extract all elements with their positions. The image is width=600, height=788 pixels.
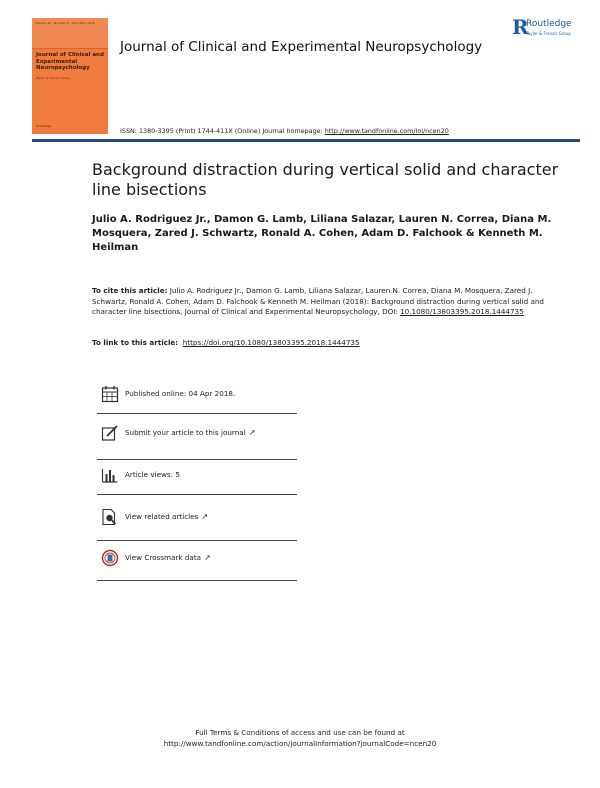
cover-footer: Routledge bbox=[36, 124, 52, 128]
footer-terms-link[interactable]: http://www.tandfonline.com/action/journalInformation?journalCode=ncen20 bbox=[163, 739, 437, 748]
citation-text: Julio A. Rodriguez Jr., Damon G. Lamb, Liliana Salazar, Lauren N. Correa, Diana M. Mosquera, Zared J. Schwartz, Ronald A. Cohen, Adam D. Falchook & Kenneth M. Heilman (2018): Background distraction during vertical solid and character line bisections, Journal of Clinical and Experimental Neuropsychology, DOI: bbox=[92, 286, 544, 316]
info-divider bbox=[97, 540, 297, 541]
header-divider bbox=[32, 139, 580, 142]
related-articles-link[interactable]: View related articles ↗ bbox=[125, 512, 209, 521]
article-title: Background distraction during vertical solid and character line bisections bbox=[92, 160, 559, 199]
related-articles-row[interactable] bbox=[97, 508, 297, 544]
publisher-name: Routledge bbox=[526, 19, 572, 29]
article-doi-link[interactable]: https://doi.org/10.1080/13803395.2018.1444735 bbox=[182, 338, 360, 347]
published-online-row bbox=[97, 385, 297, 421]
cover-subtitle: Taylor & Francis Group bbox=[36, 76, 70, 80]
citation-label: To cite this article: bbox=[92, 286, 168, 295]
publisher-logo bbox=[512, 17, 590, 45]
article-link-label: To link to this article: bbox=[92, 338, 179, 347]
info-divider bbox=[97, 459, 297, 460]
edit-icon bbox=[101, 424, 119, 442]
article-views-text: Article views: 5 bbox=[125, 470, 180, 479]
publisher-tagline: Taylor & Francis Group bbox=[526, 31, 571, 36]
published-online-text: Published online: 04 Apr 2018. bbox=[125, 389, 236, 398]
external-link-icon: ↗ bbox=[204, 553, 211, 562]
cover-top-band bbox=[32, 18, 108, 49]
external-link-icon: ↗ bbox=[201, 512, 209, 521]
cover-issn: Volume 40 · Number 4 · April–May 2018 bbox=[35, 21, 95, 25]
external-link-icon: ↗ bbox=[248, 428, 256, 437]
bar-chart-icon bbox=[101, 466, 119, 484]
submit-article-row[interactable] bbox=[97, 424, 297, 460]
info-divider bbox=[97, 580, 297, 581]
crossmark-icon bbox=[101, 549, 119, 567]
citation-block bbox=[92, 286, 562, 318]
article-views-row bbox=[97, 466, 297, 502]
submit-article-link[interactable]: Submit your article to this journal ↗ bbox=[125, 428, 256, 437]
routledge-logo-icon: R bbox=[512, 15, 529, 39]
article-authors: Julio A. Rodriguez Jr., Damon G. Lamb, Liliana Salazar, Lauren N. Correa, Diana M. Mosquera, Zared J. Schwartz, Ronald A. Cohen, Adam D. Falchook & Kenneth M. Heilman bbox=[92, 214, 552, 253]
journal-title: Journal of Clinical and Experimental Neuropsychology bbox=[120, 39, 483, 55]
issn-text: ISSN: 1380-3395 (Print) 1744-411X (Online) Journal homepage: bbox=[120, 127, 325, 135]
info-divider bbox=[97, 494, 297, 495]
article-link-row bbox=[92, 338, 360, 347]
citation-doi-link[interactable]: 10.1080/13803395.2018.1444735 bbox=[400, 307, 524, 316]
cover-title: Journal of Clinical and Experimental Neuropsychology bbox=[36, 52, 104, 71]
footer bbox=[0, 727, 600, 749]
search-document-icon bbox=[101, 508, 119, 526]
calendar-icon bbox=[101, 385, 119, 403]
crossmark-link[interactable]: View Crossmark data ↗ bbox=[125, 553, 211, 562]
issn-line bbox=[120, 127, 449, 135]
journal-cover bbox=[32, 18, 108, 134]
footer-terms-text: Full Terms & Conditions of access and use can be found at bbox=[195, 728, 405, 737]
journal-homepage-link[interactable]: http://www.tandfonline.com/loi/ncen20 bbox=[324, 127, 449, 135]
info-divider bbox=[97, 413, 297, 414]
